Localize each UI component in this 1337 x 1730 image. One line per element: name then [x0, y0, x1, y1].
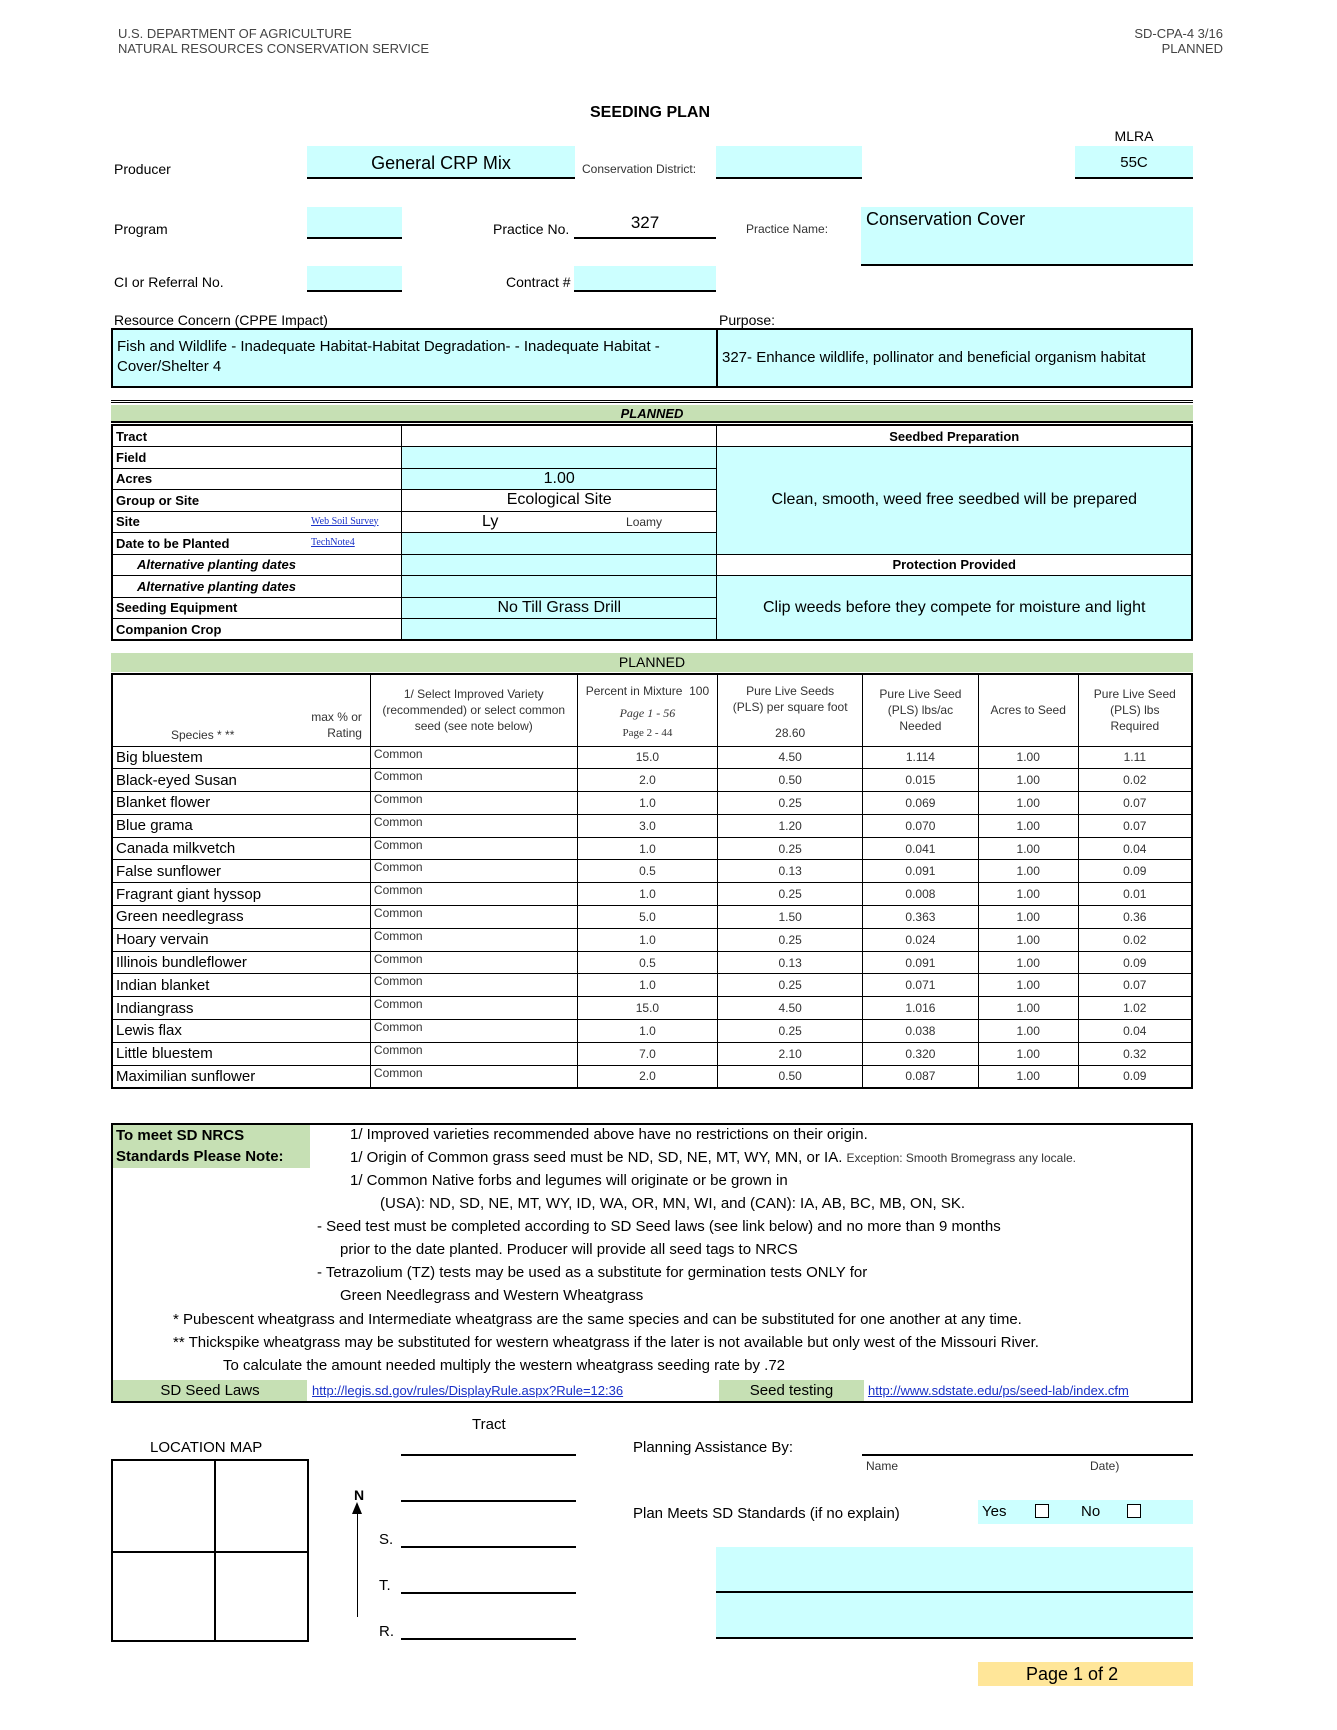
plan-meets-label: Plan Meets SD Standards (if no explain)	[633, 1505, 900, 1522]
note-line-10: ** Thickspike wheatgrass may be substituted for western wheatgrass if the later is not available but only west of the Missouri River.	[173, 1334, 1039, 1351]
conservation-district-field[interactable]	[716, 146, 862, 179]
col-percent-header	[577, 674, 718, 746]
practice-name-field[interactable]: Conservation Cover	[861, 207, 1193, 266]
acres-cell: 1.00	[978, 906, 1078, 929]
species-cell: Blanket flower	[112, 792, 370, 815]
percent-cell: 1.0	[577, 792, 718, 815]
required-cell: 0.04	[1078, 837, 1192, 860]
table-row	[112, 814, 1192, 837]
percent-cell: 1.0	[577, 883, 718, 906]
r-label: R.	[379, 1623, 394, 1640]
variety-cell[interactable]: Common	[370, 951, 577, 974]
species-planned-heading: PLANNED	[111, 653, 1193, 672]
alt-dates-1-label: Alternative planting dates	[112, 554, 402, 576]
purpose-label: Purpose:	[719, 312, 776, 328]
form-id-block	[1134, 26, 1223, 56]
pls-sqft-cell: 0.25	[718, 837, 863, 860]
tract-footer-field[interactable]	[401, 1440, 576, 1456]
pls-sqft-cell: 0.13	[718, 951, 863, 974]
pls-sqft-cell: 0.25	[718, 792, 863, 815]
planning-assistance-field[interactable]	[862, 1438, 1193, 1456]
acres-cell: 1.00	[978, 1065, 1078, 1088]
acres-cell: 1.00	[978, 837, 1078, 860]
plan-meets-options	[978, 1500, 1193, 1524]
species-cell: Blue grama	[112, 814, 370, 837]
pls-lbs-cell: 0.363	[863, 906, 979, 929]
r-field[interactable]	[401, 1624, 576, 1640]
table-row	[112, 837, 1192, 860]
species-cell: Hoary vervain	[112, 928, 370, 951]
variety-cell[interactable]: Common	[370, 814, 577, 837]
date-planted-label: Date to be Planted	[116, 535, 230, 551]
note-line-6: prior to the date planted. Producer will provide all seed tags to NRCS	[340, 1241, 798, 1258]
pls-sqft-cell: 0.25	[718, 974, 863, 997]
seeding-equipment-label: Seeding Equipment	[112, 597, 402, 619]
program-field[interactable]	[307, 207, 402, 239]
pls-lbs-cell: 0.091	[863, 951, 979, 974]
required-cell: 0.01	[1078, 883, 1192, 906]
acres-cell: 1.00	[978, 746, 1078, 769]
pls-lbs-cell: 0.070	[863, 814, 979, 837]
alt-dates-2-field[interactable]	[402, 576, 717, 598]
table-row	[112, 883, 1192, 906]
resource-concern-label: Resource Concern (CPPE Impact)	[114, 312, 328, 328]
required-cell: 0.09	[1078, 860, 1192, 883]
pls-sqft-cell: 0.25	[718, 883, 863, 906]
pls-lbs-cell: 1.016	[863, 997, 979, 1020]
site-texture: Loamy	[626, 514, 663, 529]
protection-field[interactable]: Clip weeds before they compete for moisture and light	[717, 576, 1192, 641]
table-row	[112, 906, 1192, 929]
required-cell: 0.09	[1078, 1065, 1192, 1088]
pls-lbs-cell: 0.087	[863, 1065, 979, 1088]
pls-lbs-cell: 0.008	[863, 883, 979, 906]
variety-cell[interactable]: Common	[370, 906, 577, 929]
required-cell: 0.07	[1078, 814, 1192, 837]
required-cell: 0.09	[1078, 951, 1192, 974]
note-line-9: * Pubescent wheatgrass and Intermediate wheatgrass are the same species and can be substituted for one another at any time.	[173, 1311, 1022, 1328]
producer-field[interactable]: General CRP Mix	[307, 146, 575, 179]
form-id: SD-CPA-4 3/16	[1134, 26, 1223, 41]
table-row	[112, 1020, 1192, 1043]
col-acres-header: Acres to Seed	[978, 674, 1078, 746]
mlra-field[interactable]: 55C	[1075, 146, 1193, 179]
note-line-7: - Tetrazolium (TZ) tests may be used as a substitute for germination tests ONLY for	[317, 1264, 868, 1281]
protection-label: Protection Provided	[717, 554, 1192, 576]
col-pls-lbs-header: Pure Live Seed (PLS) lbs/ac Needed	[863, 674, 979, 746]
variety-cell[interactable]: Common	[370, 769, 577, 792]
variety-cell[interactable]: Common	[370, 837, 577, 860]
pls-sqft-cell: 0.50	[718, 1065, 863, 1088]
required-cell: 0.02	[1078, 769, 1192, 792]
group-site-label: Group or Site	[112, 490, 402, 512]
pls-lbs-cell: 1.114	[863, 746, 979, 769]
s-label: S.	[379, 1531, 394, 1548]
required-cell: 0.04	[1078, 1020, 1192, 1043]
col-max-label: max % or	[311, 710, 362, 724]
seeding-equipment-field[interactable]: No Till Grass Drill	[402, 597, 717, 619]
col-pls-sqft-total: 28.60	[775, 726, 806, 740]
percent-cell: 1.0	[577, 974, 718, 997]
col-percent-total: 100	[689, 684, 710, 698]
variety-cell[interactable]: Common	[370, 928, 577, 951]
location-map-label: LOCATION MAP	[150, 1439, 263, 1456]
site-value: Ly	[482, 512, 499, 530]
tract-line-2[interactable]	[401, 1486, 576, 1502]
species-cell: Indiangrass	[112, 997, 370, 1020]
seed-testing-label: Seed testing	[719, 1380, 864, 1401]
variety-cell[interactable]: Common	[370, 746, 577, 769]
table-row	[112, 792, 1192, 815]
planned-heading: PLANNED	[111, 405, 1193, 423]
ci-label: CI or Referral No.	[114, 274, 224, 290]
table-row	[112, 974, 1192, 997]
note-line-2a: 1/ Origin of Common grass seed must be ND, SD, NE, MT, WY, MN, or IA.	[350, 1149, 843, 1166]
site-label: Site	[116, 514, 140, 530]
species-cell: Black-eyed Susan	[112, 769, 370, 792]
explanation-field-1[interactable]	[716, 1547, 1193, 1593]
table-row	[112, 997, 1192, 1020]
agency-line-1: U.S. DEPARTMENT OF AGRICULTURE	[118, 26, 352, 41]
pls-sqft-cell: 1.50	[718, 906, 863, 929]
site-field[interactable]	[402, 511, 717, 533]
pls-sqft-cell: 2.10	[718, 1042, 863, 1065]
percent-cell: 15.0	[577, 997, 718, 1020]
seedbed-prep-label: Seedbed Preparation	[717, 425, 1192, 447]
notes-heading	[113, 1125, 310, 1168]
variety-cell[interactable]: Common	[370, 792, 577, 815]
seed-laws-label: SD Seed Laws	[113, 1380, 307, 1401]
col-required-header: Pure Live Seed (PLS) lbs Required	[1078, 674, 1192, 746]
col-page2: Page 2 - 44	[622, 727, 673, 739]
seed-laws-link[interactable]: http://legis.sd.gov/rules/DisplayRule.aspx?Rule=12:36	[312, 1383, 624, 1398]
notes-heading-2: Standards Please Note:	[116, 1148, 284, 1165]
planned-table	[111, 424, 1193, 641]
field-label: Field	[112, 447, 402, 469]
required-cell: 0.02	[1078, 928, 1192, 951]
table-row	[112, 951, 1192, 974]
producer-label: Producer	[114, 161, 171, 177]
percent-cell: 2.0	[577, 1065, 718, 1088]
required-cell: 0.36	[1078, 906, 1192, 929]
technote4-link[interactable]: TechNote4	[311, 537, 355, 548]
species-cell: Fragrant giant hyssop	[112, 883, 370, 906]
purpose-field[interactable]: 327- Enhance wildlife, pollinator and beneficial organism habitat	[716, 328, 1193, 388]
name-label: Name	[866, 1459, 899, 1473]
note-line-4: (USA): ND, SD, NE, MT, WY, ID, WA, OR, MN, WI, and (CAN): IA, AB, BC, MB, ON, SK.	[380, 1195, 966, 1212]
species-cell: Lewis flax	[112, 1020, 370, 1043]
species-cell: False sunflower	[112, 860, 370, 883]
col-rating-label: Rating	[327, 726, 362, 740]
notes-heading-1: To meet SD NRCS	[116, 1127, 245, 1144]
pls-sqft-cell: 1.20	[718, 814, 863, 837]
percent-cell: 1.0	[577, 837, 718, 860]
yes-label: Yes	[982, 1503, 1007, 1520]
program-label: Program	[114, 221, 168, 237]
pls-lbs-cell: 0.024	[863, 928, 979, 951]
seedbed-prep-field[interactable]: Clean, smooth, weed free seedbed will be prepared	[717, 447, 1192, 555]
no-label: No	[1081, 1503, 1101, 1520]
table-row	[112, 860, 1192, 883]
percent-cell: 0.5	[577, 860, 718, 883]
species-cell: Little bluestem	[112, 1042, 370, 1065]
pls-lbs-cell: 0.069	[863, 792, 979, 815]
note-line-2b: Exception: Smooth Bromegrass any locale.	[846, 1151, 1076, 1165]
north-arrow-icon	[357, 1504, 358, 1617]
table-row	[112, 1042, 1192, 1065]
pls-sqft-cell: 0.25	[718, 928, 863, 951]
percent-cell: 0.5	[577, 951, 718, 974]
location-map[interactable]	[111, 1459, 309, 1642]
contract-field[interactable]	[574, 266, 716, 292]
page-title: SEEDING PLAN	[589, 104, 710, 121]
col-page1: Page 1 - 56	[619, 706, 676, 720]
pls-lbs-cell: 0.091	[863, 860, 979, 883]
col-percent-label: Percent in Mixture	[585, 684, 683, 698]
percent-cell: 7.0	[577, 1042, 718, 1065]
pls-sqft-cell: 0.13	[718, 860, 863, 883]
mlra-label: MLRA	[1114, 128, 1154, 144]
variety-cell[interactable]: Common	[370, 997, 577, 1020]
agency-block	[118, 26, 429, 56]
table-row	[112, 769, 1192, 792]
pls-sqft-cell: 4.50	[718, 746, 863, 769]
acres-label: Acres	[112, 468, 402, 490]
no-checkbox[interactable]	[1127, 1504, 1141, 1518]
required-cell: 1.11	[1078, 746, 1192, 769]
acres-cell: 1.00	[978, 951, 1078, 974]
pls-lbs-cell: 0.071	[863, 974, 979, 997]
practice-no-label: Practice No.	[493, 221, 570, 237]
required-cell: 1.02	[1078, 997, 1192, 1020]
acres-cell: 1.00	[978, 997, 1078, 1020]
tract-footer-label: Tract	[472, 1416, 506, 1433]
note-line-3: 1/ Common Native forbs and legumes will originate or be grown in	[350, 1172, 788, 1189]
companion-crop-field[interactable]	[402, 619, 717, 641]
planning-assistance-label: Planning Assistance By:	[633, 1439, 794, 1456]
required-cell: 0.07	[1078, 974, 1192, 997]
date-planted-field[interactable]	[402, 533, 717, 555]
percent-cell: 5.0	[577, 906, 718, 929]
seed-testing-link[interactable]: http://www.sdstate.edu/ps/seed-lab/index.cfm	[868, 1383, 1129, 1398]
acres-cell: 1.00	[978, 928, 1078, 951]
pls-sqft-cell: 0.50	[718, 769, 863, 792]
col-variety-header: 1/ Select Improved Variety (recommended) or select common seed (see note below)	[370, 674, 577, 746]
acres-cell: 1.00	[978, 974, 1078, 997]
species-cell: Green needlegrass	[112, 906, 370, 929]
contract-label: Contract #	[506, 274, 571, 290]
form-status: PLANNED	[1161, 41, 1223, 56]
acres-field[interactable]: 1.00	[402, 468, 717, 490]
acres-cell: 1.00	[978, 769, 1078, 792]
species-cell: Maximilian sunflower	[112, 1065, 370, 1088]
agency-line-2: NATURAL RESOURCES CONSERVATION SERVICE	[118, 41, 430, 56]
group-site-field[interactable]: Ecological Site	[402, 490, 717, 512]
web-soil-survey-link[interactable]: Web Soil Survey	[311, 515, 379, 527]
resource-concern-field[interactable]: Fish and Wildlife - Inadequate Habitat-Habitat Degradation- - Inadequate Habitat - Cover/Shelter 4	[111, 328, 718, 388]
col-pls-sqft-header	[718, 674, 863, 746]
table-row	[112, 746, 1192, 769]
pls-lbs-cell: 0.041	[863, 837, 979, 860]
yes-checkbox[interactable]	[1035, 1504, 1049, 1518]
variety-cell[interactable]: Common	[370, 1042, 577, 1065]
variety-cell[interactable]: Common	[370, 883, 577, 906]
note-line-5: - Seed test must be completed according to SD Seed laws (see link below) and no more than 9 months	[317, 1218, 1001, 1235]
north-label: N	[354, 1487, 365, 1503]
acres-cell: 1.00	[978, 883, 1078, 906]
acres-cell: 1.00	[978, 860, 1078, 883]
pls-lbs-cell: 0.038	[863, 1020, 979, 1043]
note-line-1: 1/ Improved varieties recommended above have no restrictions on their origin.	[350, 1126, 868, 1143]
acres-cell: 1.00	[978, 814, 1078, 837]
tract-field[interactable]	[402, 425, 717, 447]
site-label-cell	[112, 511, 402, 533]
percent-cell: 2.0	[577, 769, 718, 792]
explanation-field-2[interactable]	[716, 1593, 1193, 1639]
alt-dates-1-field[interactable]	[402, 554, 717, 576]
percent-cell: 1.0	[577, 1020, 718, 1043]
percent-cell: 1.0	[577, 928, 718, 951]
col-pls-sqft-label: Pure Live Seeds (PLS) per square foot	[732, 684, 848, 714]
alt-dates-2-label: Alternative planting dates	[112, 576, 402, 598]
practice-no-field[interactable]: 327	[574, 210, 716, 239]
ci-field[interactable]	[307, 266, 402, 292]
species-table	[111, 673, 1193, 1089]
pls-sqft-cell: 0.25	[718, 1020, 863, 1043]
variety-cell[interactable]: Common	[370, 974, 577, 997]
species-cell: Canada milkvetch	[112, 837, 370, 860]
note-line-2	[350, 1149, 1076, 1166]
species-cell: Illinois bundleflower	[112, 951, 370, 974]
table-row	[112, 928, 1192, 951]
variety-cell[interactable]: Common	[370, 1020, 577, 1043]
conservation-district-label: Conservation District:	[582, 162, 697, 176]
acres-cell: 1.00	[978, 1042, 1078, 1065]
page-number: Page 1 of 2	[978, 1662, 1193, 1686]
species-cell: Big bluestem	[112, 746, 370, 769]
variety-cell[interactable]: Common	[370, 1065, 577, 1088]
s-field[interactable]	[401, 1532, 576, 1548]
t-label: T.	[379, 1577, 391, 1594]
acres-cell: 1.00	[978, 792, 1078, 815]
note-line-8: Green Needlegrass and Western Wheatgrass	[340, 1287, 644, 1304]
variety-cell[interactable]: Common	[370, 860, 577, 883]
t-field[interactable]	[401, 1578, 576, 1594]
practice-name-label: Practice Name:	[746, 222, 829, 236]
col-species-header	[112, 674, 370, 746]
pls-sqft-cell: 4.50	[718, 997, 863, 1020]
pls-lbs-cell: 0.015	[863, 769, 979, 792]
acres-cell: 1.00	[978, 1020, 1078, 1043]
date-planted-cell	[112, 533, 402, 555]
species-cell: Indian blanket	[112, 974, 370, 997]
percent-cell: 15.0	[577, 746, 718, 769]
tract-label: Tract	[112, 425, 402, 447]
table-row	[112, 1065, 1192, 1088]
required-cell: 0.32	[1078, 1042, 1192, 1065]
date-label: Date)	[1090, 1459, 1120, 1473]
field-field[interactable]	[402, 447, 717, 469]
percent-cell: 3.0	[577, 814, 718, 837]
note-line-11: To calculate the amount needed multiply the western wheatgrass seeding rate by .72	[223, 1357, 786, 1374]
required-cell: 0.07	[1078, 792, 1192, 815]
col-species-label: Species * **	[171, 727, 235, 742]
companion-crop-label: Companion Crop	[112, 619, 402, 641]
pls-lbs-cell: 0.320	[863, 1042, 979, 1065]
